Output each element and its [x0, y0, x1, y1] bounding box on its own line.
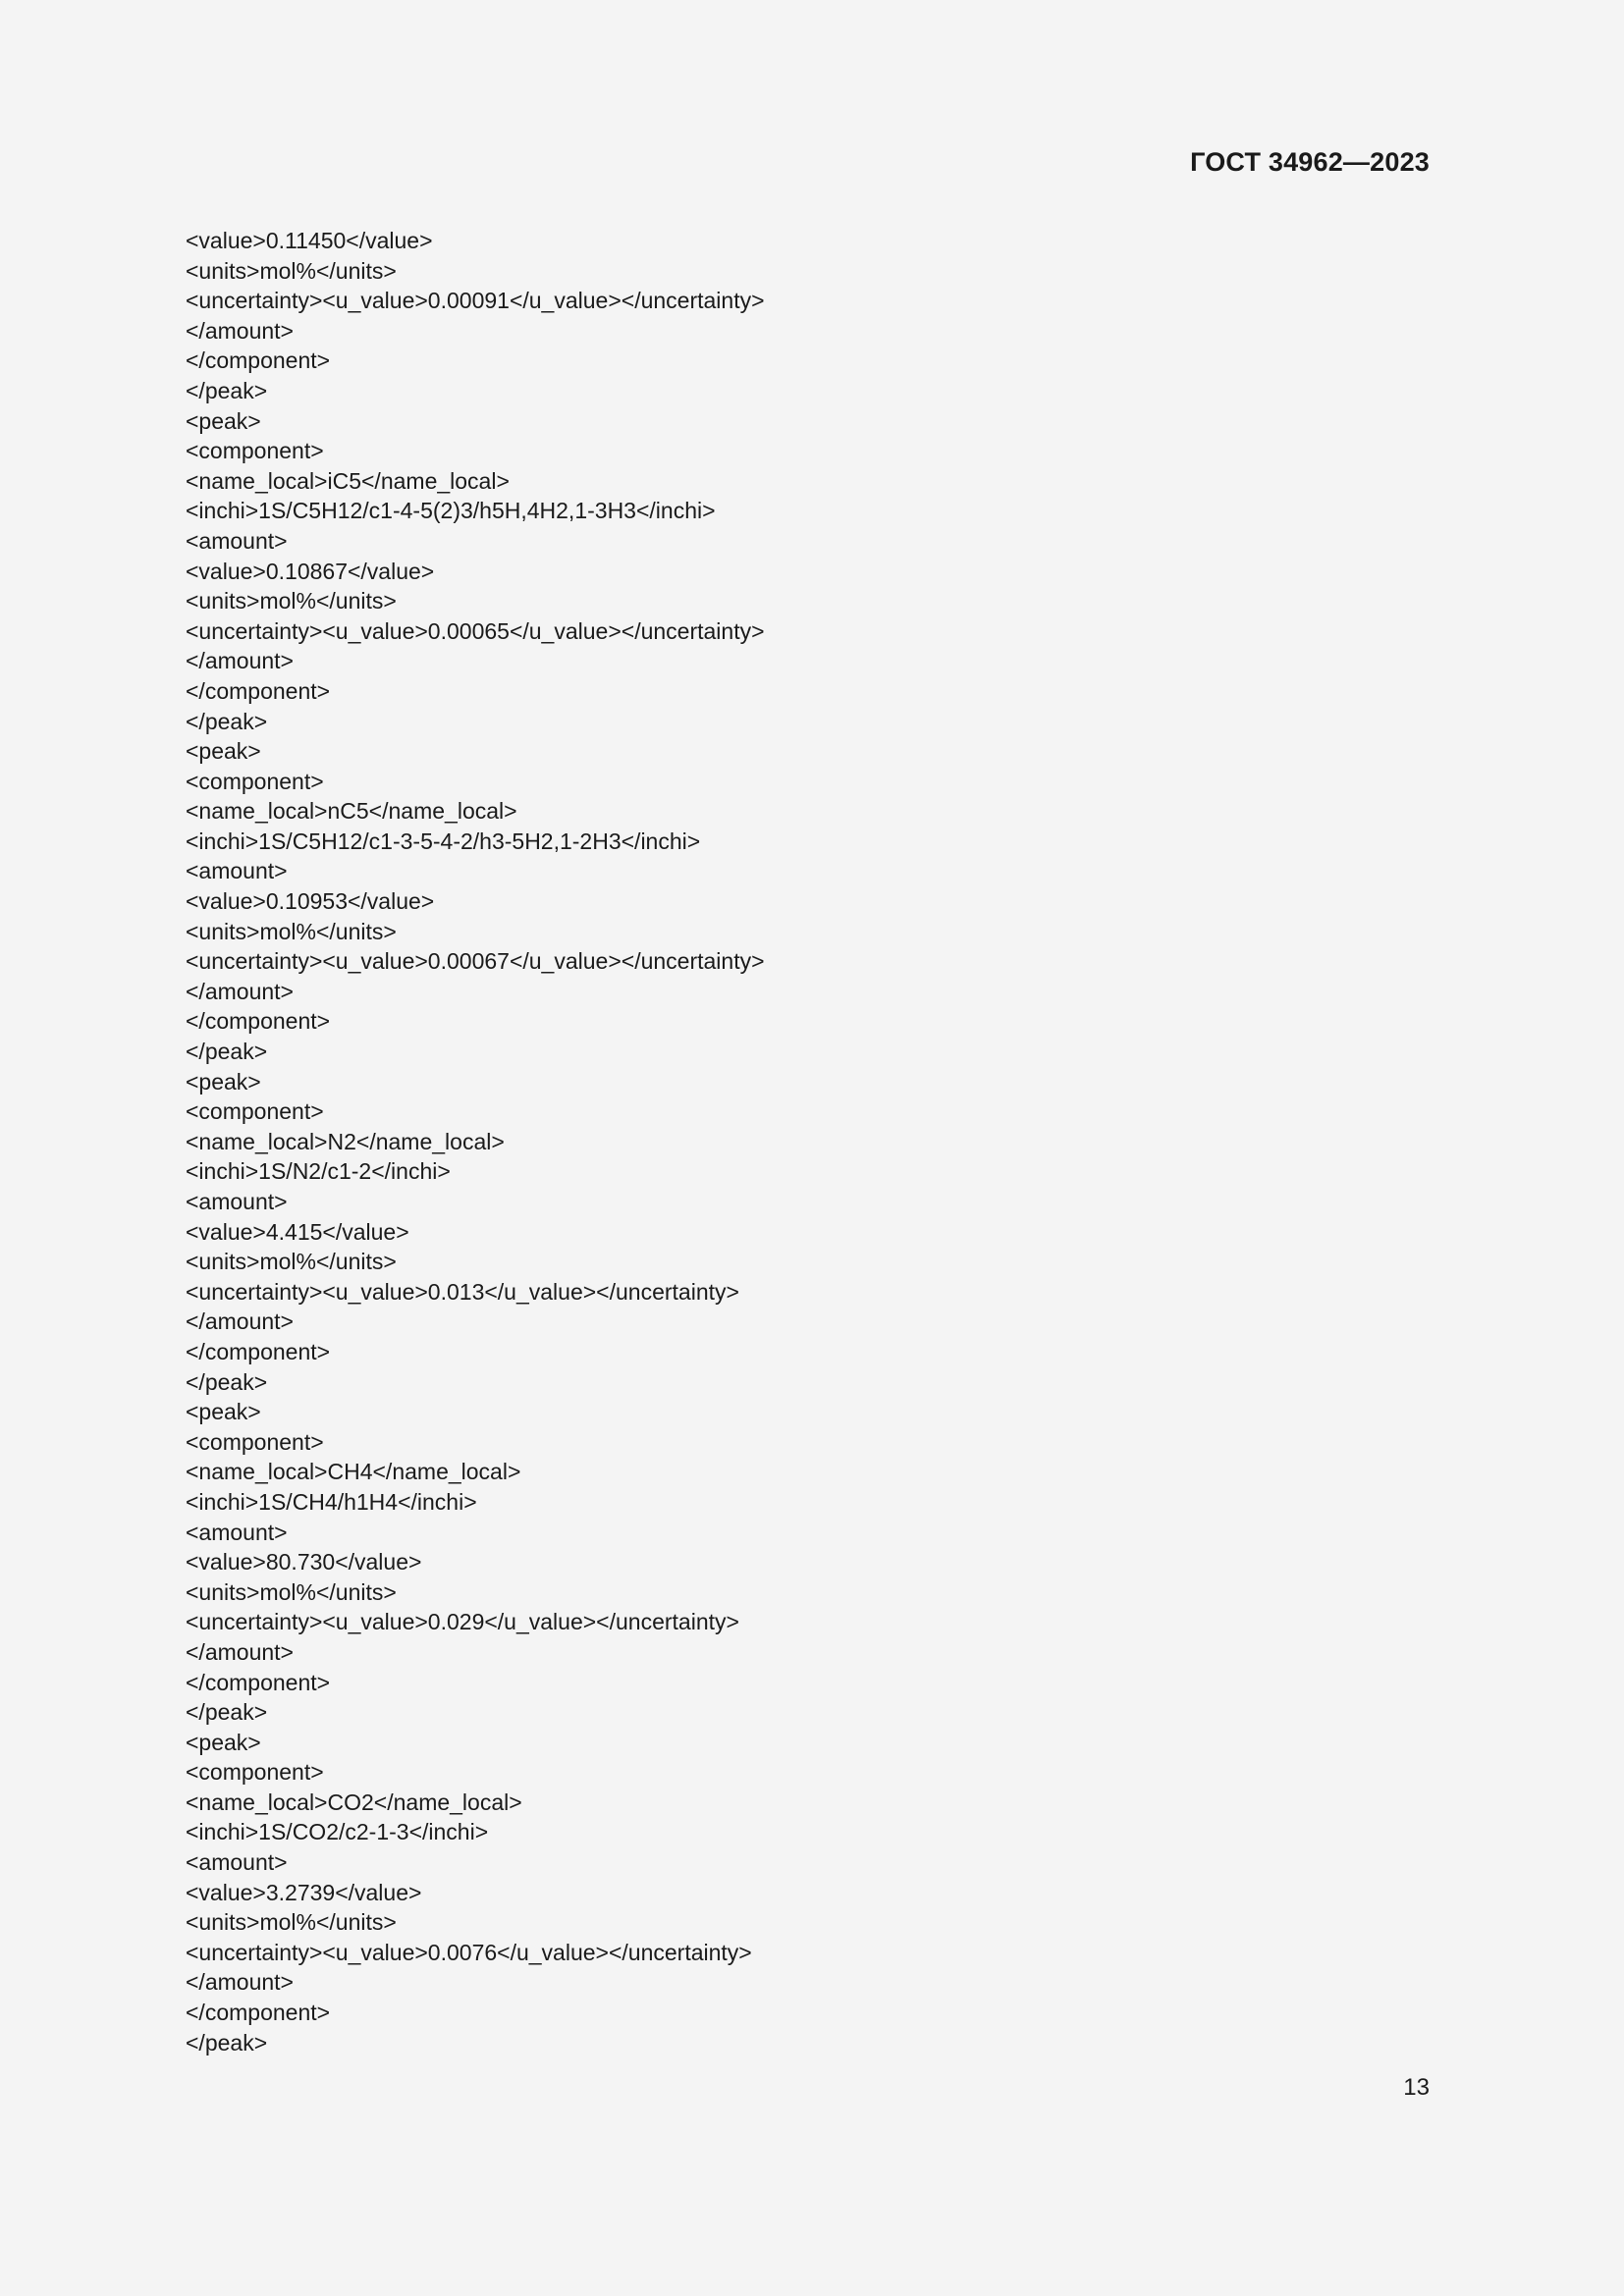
- xml-code-listing: [186, 226, 1423, 2057]
- code-line: <value>80.730</value>: [186, 1549, 422, 1575]
- code-line: <value>0.11450</value>: [186, 228, 433, 253]
- code-line: <peak>: [186, 1729, 261, 1755]
- code-line: </amount>: [186, 978, 294, 1004]
- code-line: <component>: [186, 768, 324, 794]
- code-line: <peak>: [186, 407, 261, 434]
- code-line: </component>: [186, 1338, 331, 1364]
- code-line: <units>mol%</units>: [186, 1909, 397, 1936]
- code-line: <uncertainty><u_value>0.00067</u_value></uncertainty>: [186, 948, 765, 975]
- code-line: </amount>: [186, 1638, 294, 1665]
- code-line: <name_local>CO2</name_local>: [186, 1789, 522, 1815]
- code-line: <inchi>1S/N2/c1-2</inchi>: [186, 1158, 451, 1185]
- code-line: <units>mol%</units>: [186, 257, 397, 284]
- code-line: <amount>: [186, 1189, 288, 1214]
- code-line: <name_local>iC5</name_local>: [186, 467, 510, 494]
- code-line: <inchi>1S/CO2/c2-1-3</inchi>: [186, 1819, 489, 1845]
- code-line: <inchi>1S/C5H12/c1-3-5-4-2/h3-5H2,1-2H3</inchi>: [186, 828, 701, 854]
- code-line: </peak>: [186, 1368, 268, 1395]
- code-line: <units>mol%</units>: [186, 1249, 397, 1275]
- code-line: <peak>: [186, 1068, 261, 1095]
- code-line: </peak>: [186, 377, 268, 403]
- code-line: <component>: [186, 438, 324, 464]
- code-line: <component>: [186, 1098, 324, 1125]
- code-line: </amount>: [186, 317, 294, 344]
- code-line: <name_local>CH4</name_local>: [186, 1459, 521, 1485]
- code-line: <units>mol%</units>: [186, 918, 397, 944]
- code-line: </peak>: [186, 2029, 268, 2056]
- code-line: <component>: [186, 1759, 324, 1786]
- code-line: <inchi>1S/C5H12/c1-4-5(2)3/h5H,4H2,1-3H3</inchi>: [186, 498, 716, 524]
- code-line: </peak>: [186, 1699, 268, 1726]
- code-line: <value>4.415</value>: [186, 1218, 409, 1245]
- code-line: <uncertainty><u_value>0.0076</u_value></uncertainty>: [186, 1939, 752, 1965]
- code-line: <uncertainty><u_value>0.013</u_value></uncertainty>: [186, 1278, 739, 1305]
- code-line: <uncertainty><u_value>0.00065</u_value></uncertainty>: [186, 617, 765, 644]
- code-line: <uncertainty><u_value>0.029</u_value></uncertainty>: [186, 1609, 739, 1635]
- code-line: <component>: [186, 1428, 324, 1455]
- code-line: </component>: [186, 2000, 331, 2026]
- code-line: </component>: [186, 677, 331, 704]
- code-line: </amount>: [186, 1308, 294, 1335]
- code-line: <uncertainty><u_value>0.00091</u_value></uncertainty>: [186, 288, 765, 314]
- code-line: <amount>: [186, 1519, 288, 1545]
- code-line: </amount>: [186, 648, 294, 674]
- code-line: <units>mol%</units>: [186, 588, 397, 614]
- code-line: <value>0.10867</value>: [186, 558, 435, 584]
- page-number: 13: [1403, 2074, 1430, 2101]
- code-line: <amount>: [186, 527, 288, 554]
- code-line: <name_local>nC5</name_local>: [186, 798, 517, 825]
- code-line: <units>mol%</units>: [186, 1578, 397, 1605]
- code-line: <name_local>N2</name_local>: [186, 1128, 505, 1154]
- code-line: </peak>: [186, 708, 268, 734]
- code-line: </component>: [186, 347, 331, 374]
- code-line: <value>3.2739</value>: [186, 1879, 422, 1905]
- code-line: </peak>: [186, 1039, 268, 1065]
- code-line: <amount>: [186, 858, 288, 884]
- code-line: <peak>: [186, 738, 261, 765]
- code-line: <peak>: [186, 1399, 261, 1425]
- code-line: </component>: [186, 1008, 331, 1035]
- document-standard-header: ГОСТ 34962—2023: [1190, 147, 1430, 177]
- code-line: <inchi>1S/CH4/h1H4</inchi>: [186, 1488, 477, 1515]
- code-line: <value>0.10953</value>: [186, 888, 435, 915]
- code-line: <amount>: [186, 1849, 288, 1876]
- code-line: </component>: [186, 1669, 331, 1695]
- code-line: </amount>: [186, 1969, 294, 1996]
